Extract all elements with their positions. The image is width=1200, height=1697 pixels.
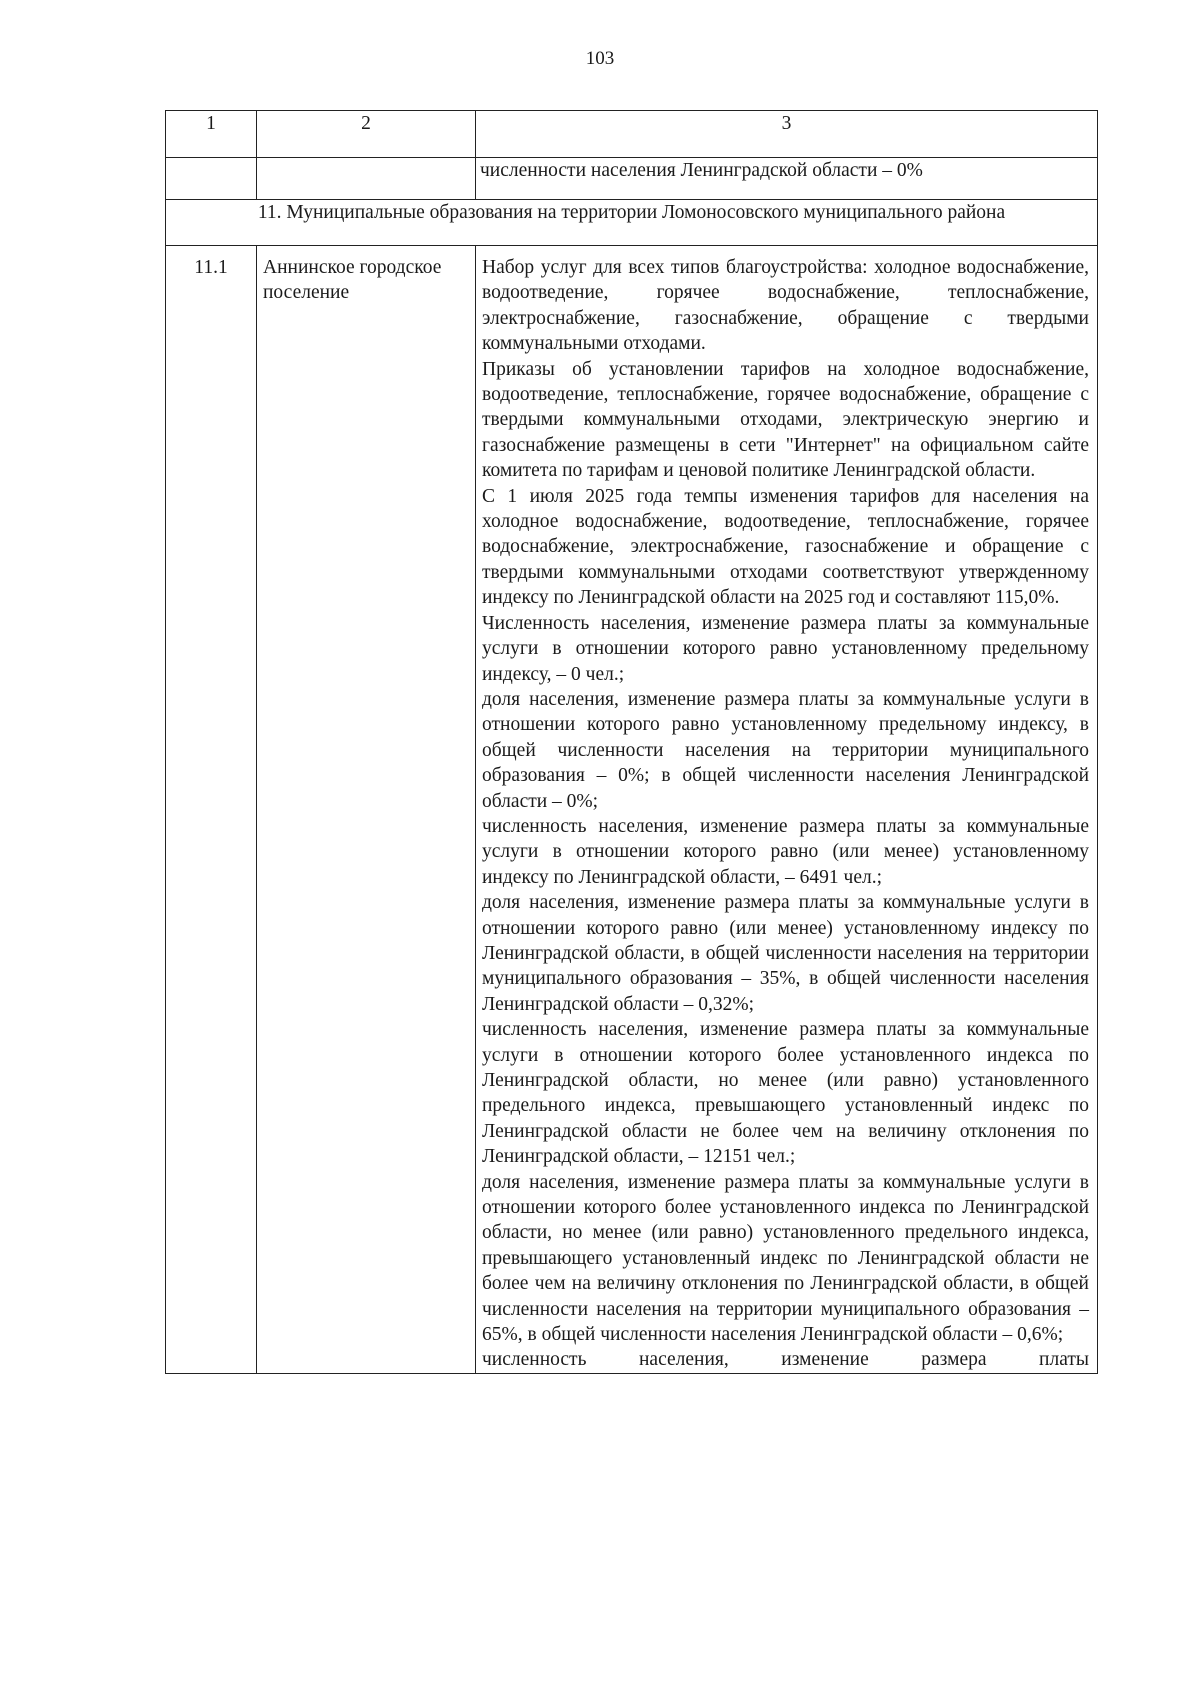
population-continued-paragraph: численность населения, изменение размера платы — [482, 1349, 1089, 1371]
row-number: 11.1 — [166, 246, 257, 1374]
header-col-2: 2 — [257, 111, 476, 158]
continuation-cell-2 — [257, 158, 476, 200]
row-description — [476, 246, 1098, 1374]
page-number: 103 — [585, 48, 615, 69]
continuation-row — [166, 158, 1098, 200]
services-paragraph: Набор услуг для всех типов благоустройства: холодное водоснабжение, водоотведение, горячее водоснабжение, теплоснабжение, электроснабжение, газоснабжение, обращение с твердыми коммунальными отходами. — [482, 257, 1089, 355]
continuation-text: численности населения Ленинградской области – 0% — [476, 158, 1098, 200]
share-above-index-paragraph: доля населения, изменение размера платы за коммунальные услуги в отношении которого более установленного индекса по Ленинградской области, но менее (или равно) установленного предельного индекса, превышающего установленный индекс по Ленинградской области не более чем на величину отклонения по Ленинградской области, в общей численности населения на территории муниципального образования – 65%, в общей численности населения Ленинградской области – 0,6%; — [482, 1171, 1089, 1346]
population-above-index-paragraph: численность населения, изменение размера платы за коммунальные услуги в отношении которого более установленного индекса по Ленинградской области, но менее (или равно) установленного предельного индекса, превышающего установленный индекс по Ленинградской области не более чем на величину отклонения по Ленинградской области, – 12151 чел.; — [482, 1019, 1089, 1168]
population-below-index-paragraph: численность населения, изменение размера платы за коммунальные услуги в отношении которого равно (или менее) установленному индексу по Ленинградской области, – 6491 чел.; — [482, 815, 1089, 888]
share-below-index-paragraph: доля населения, изменение размера платы за коммунальные услуги в отношении которого равно (или менее) установленному индексу по Ленинградской области, в общей численности населения на территории муниципального образования – 35%, в общей численности населения Ленинградской области – 0,32%; — [482, 892, 1089, 1015]
header-col-3: 3 — [476, 111, 1098, 158]
section-title: 11. Муниципальные образования на территории Ломоносовского муниципального района — [166, 200, 1098, 246]
header-col-1: 1 — [166, 111, 257, 158]
section-row — [166, 200, 1098, 246]
population-limit-index-paragraph: Численность населения, изменение размера платы за коммунальные услуги в отношении которого равно установленному предельному индексу, – 0 чел.; — [482, 612, 1089, 685]
share-limit-index-paragraph: доля населения, изменение размера платы за коммунальные услуги в отношении которого равно установленному предельному индексу, в общей численности населения на территории муниципального образования – 0%; в общей численности населения Ленинградской области – 0%; — [482, 688, 1089, 812]
municipality-name: Аннинское городское поселение — [257, 246, 476, 1374]
orders-paragraph: Приказы об установлении тарифов на холодное водоснабжение, водоотведение, теплоснабжение, горячее водоснабжение, обращение с твердыми коммунальными отходами, электрическую энергию и газоснабжение размещены в сети "Интернет" на официальном сайте комитета по тарифам и ценовой политике Ленинградской области. — [482, 358, 1089, 482]
tariff-table — [165, 110, 1098, 1374]
table-row — [166, 246, 1098, 1374]
table-header-row — [166, 111, 1098, 158]
continuation-cell-1 — [166, 158, 257, 200]
tariff-rates-paragraph: С 1 июля 2025 года темпы изменения тарифов для населения на холодное водоснабжение, водоотведение, теплоснабжение, горячее водоснабжение, электроснабжение, газоснабжение и обращение с твердыми коммунальными отходами соответствуют утвержденному индексу по Ленинградской области на 2025 год и составляют 115,0%. — [482, 485, 1089, 609]
